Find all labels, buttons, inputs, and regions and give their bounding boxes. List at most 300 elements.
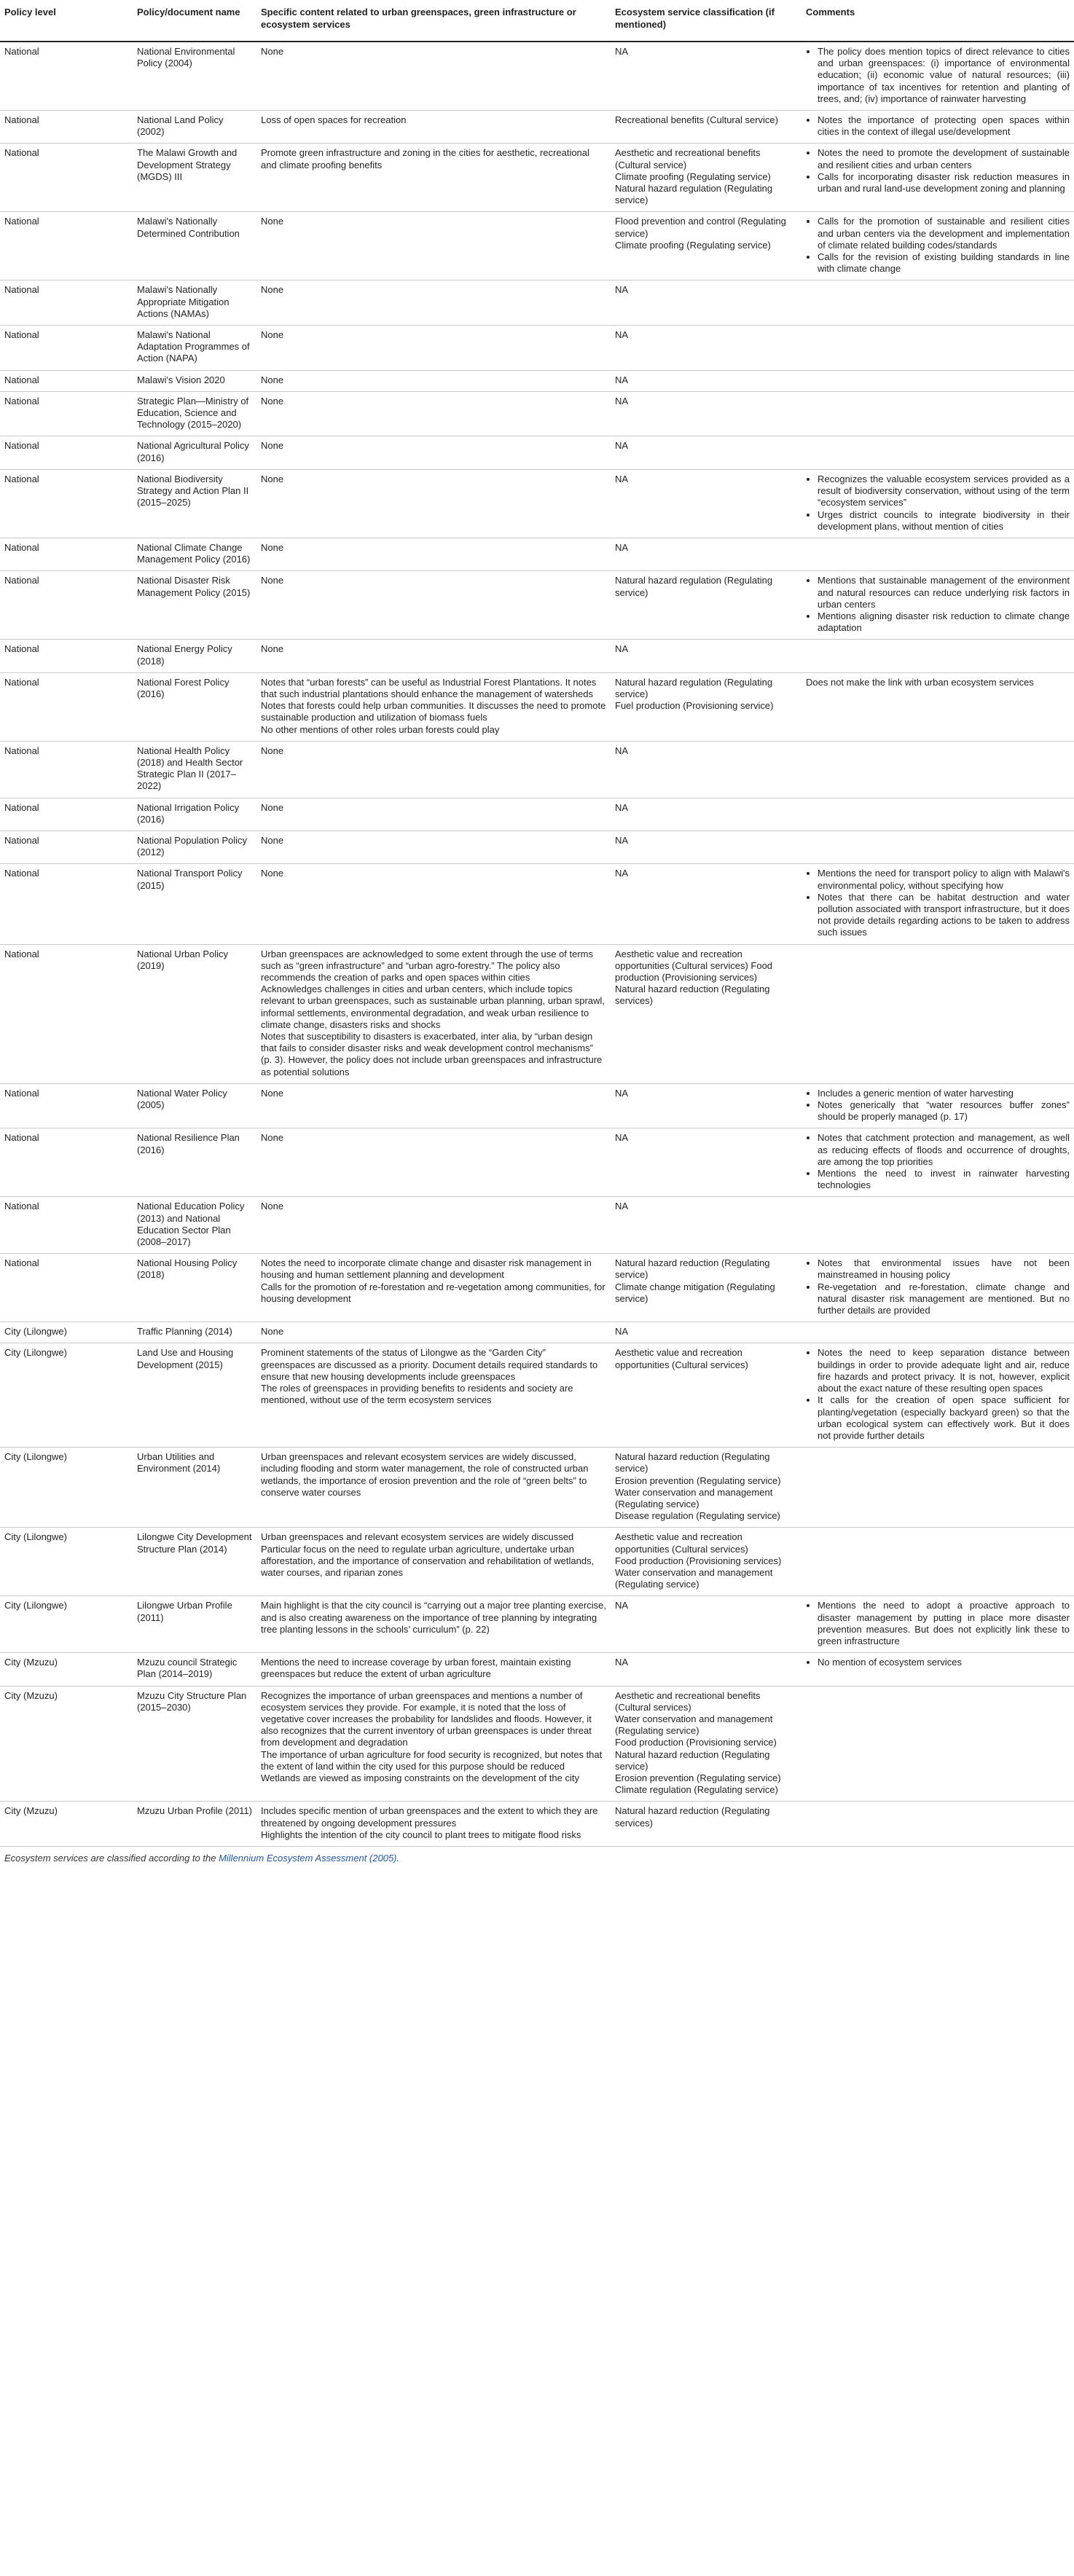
cell-specific-content	[256, 212, 611, 280]
classification-line: NA	[615, 1326, 629, 1338]
classification-line: NA	[615, 46, 629, 57]
policy-name-text: Land Use and Housing Development (2015)	[137, 1347, 234, 1370]
policy-level-text: National	[4, 868, 39, 879]
policy-name-text: National Transport Policy (2015)	[137, 868, 243, 891]
classification-line: NA	[615, 284, 629, 296]
classification-line: Water conservation and management (Regulating service)	[615, 1713, 773, 1737]
policy-level-text: National	[4, 1087, 39, 1099]
cell-policy-name	[133, 798, 256, 830]
cell-specific-content	[256, 1083, 611, 1128]
cell-comments	[801, 1653, 1074, 1686]
cell-ecosystem-classification	[611, 864, 801, 944]
comment-bullet: • No mention of ecosystem services	[818, 1657, 1070, 1668]
table-row	[0, 144, 1074, 212]
policy-level-text: City (Lilongwe)	[4, 1600, 67, 1611]
policy-level-text: City (Mzuzu)	[4, 1689, 58, 1701]
cell-comments	[801, 1528, 1074, 1596]
content-line: None	[261, 643, 284, 655]
classification-line: NA	[615, 868, 629, 879]
comment-bullet: • Calls for the revision of existing building standards in line with climate change	[818, 251, 1070, 275]
cell-policy-name	[133, 1686, 256, 1802]
comment-bullet: • It calls for the creation of open space sufficient for planting/vegetation (especially backyard green) so that the urban ecological system can effectively work. But it does not provide further details	[818, 1394, 1070, 1442]
cell-ecosystem-classification	[611, 1197, 801, 1254]
cell-policy-level	[0, 212, 133, 280]
cell-policy-level	[0, 370, 133, 391]
content-line: Prominent statements of the status of Lilongwe as the “Garden City”	[261, 1347, 546, 1359]
comments-list	[806, 1257, 1070, 1316]
cell-policy-level	[0, 1596, 133, 1653]
comment-bullet: • Mentions aligning disaster risk reduction to climate change adaptation	[818, 610, 1070, 634]
comments-list	[806, 868, 1070, 938]
cell-comments	[801, 1083, 1074, 1128]
table-row	[0, 944, 1074, 1083]
policy-level-text: National	[4, 147, 39, 159]
policy-level-text: National	[4, 473, 39, 484]
cell-ecosystem-classification	[611, 370, 801, 391]
content-line: Highlights the intention of the city council to plant trees to mitigate flood risks	[261, 1829, 581, 1840]
cell-policy-name	[133, 326, 256, 371]
cell-ecosystem-classification	[611, 1322, 801, 1343]
cell-comments	[801, 864, 1074, 944]
comments-list	[806, 1132, 1070, 1191]
policy-level-text: National	[4, 575, 39, 586]
comment-bullet: • Calls for incorporating disaster risk reduction measures in urban and rural land-use development zoning and planning	[818, 171, 1070, 195]
comment-bullet: • The policy does mention topics of direct relevance to cities and urban greenspaces: (i) importance of environmental education; (ii) economic value of natural resources; (iii) importance of tax incentives for retention and planting of trees, and; (iv) importance of rainwater harvesting	[818, 46, 1070, 105]
classification-line: NA	[615, 1201, 629, 1212]
cell-comments	[801, 944, 1074, 1083]
content-line: Calls for the promotion of re-forestation and re-vegetation among communities, for housing development	[261, 1281, 605, 1304]
comments-list	[806, 114, 1070, 138]
comments-list	[806, 216, 1070, 275]
content-line: Urban greenspaces and relevant ecosystem services are widely discussed	[261, 1531, 574, 1543]
policy-name-text: National Water Policy (2005)	[137, 1087, 227, 1111]
cell-policy-level	[0, 571, 133, 640]
table-row	[0, 212, 1074, 280]
classification-line: Climate proofing (Regulating service)	[615, 170, 771, 182]
classification-line: Flood prevention and control (Regulating service)	[615, 216, 786, 239]
content-line: Notes that forests could help urban communities. It discusses the need to promote sustainable production and utilization of biomass fuels	[261, 700, 606, 723]
classification-line: NA	[615, 1600, 629, 1611]
content-line: None	[261, 473, 284, 484]
cell-specific-content	[256, 1596, 611, 1653]
content-line: None	[261, 46, 284, 57]
cell-policy-name	[133, 280, 256, 326]
classification-line: Natural hazard reduction (Regulating services)	[615, 983, 770, 1007]
content-line: None	[261, 1201, 284, 1212]
policy-name-text: Strategic Plan—Ministry of Education, Science and Technology (2015–2020)	[137, 395, 249, 431]
policy-name-text: National Disaster Risk Management Policy (2015)	[137, 575, 251, 598]
comment-bullet: • Mentions the need for transport policy to align with Malawi's environmental policy, without specifying how	[818, 868, 1070, 891]
cell-specific-content	[256, 111, 611, 144]
policy-name-text: Malawi's Vision 2020	[137, 374, 225, 385]
cell-policy-level	[0, 469, 133, 538]
table-row	[0, 1083, 1074, 1128]
policy-level-text: National	[4, 374, 39, 385]
cell-policy-level	[0, 798, 133, 830]
policy-name-text: National Housing Policy (2018)	[137, 1257, 238, 1281]
policy-name-text: National Education Policy (2013) and National Education Sector Plan (2008–2017)	[137, 1201, 245, 1248]
table-row	[0, 864, 1074, 944]
cell-ecosystem-classification	[611, 391, 801, 436]
policy-level-text: National	[4, 801, 39, 813]
content-line: Particular focus on the need to regulate urban agriculture, undertake urban afforestation, and the importance of conservation and rehabilitation of wetlands, water courses, and riparian zones	[261, 1543, 595, 1578]
policy-name-text: National Population Policy (2012)	[137, 834, 248, 858]
table-row	[0, 391, 1074, 436]
cell-policy-name	[133, 212, 256, 280]
table-row	[0, 640, 1074, 672]
policy-name-text: National Environmental Policy (2004)	[137, 46, 235, 69]
cell-policy-name	[133, 672, 256, 741]
classification-line: Natural hazard reduction (Regulating services)	[615, 1805, 770, 1829]
cell-ecosystem-classification	[611, 1596, 801, 1653]
cell-policy-level	[0, 1254, 133, 1322]
content-line: None	[261, 395, 284, 407]
content-line: Includes specific mention of urban greenspaces and the extent to which they are threatened by ongoing development pressures	[261, 1805, 598, 1829]
cell-policy-name	[133, 1653, 256, 1686]
table-row	[0, 469, 1074, 538]
policy-name-text: The Malawi Growth and Development Strategy (MGDS) III	[137, 147, 238, 182]
content-line: None	[261, 1132, 284, 1144]
table-row	[0, 1448, 1074, 1528]
table-row	[0, 1254, 1074, 1322]
cell-comments	[801, 42, 1074, 111]
classification-line: NA	[615, 801, 629, 813]
classification-line: NA	[615, 1087, 629, 1099]
header-specific-content: Specific content related to urban greenspaces, green infrastructure or ecosystem services	[256, 0, 611, 42]
policy-level-text: National	[4, 440, 39, 452]
policy-name-text: Traffic Planning (2014)	[137, 1326, 232, 1338]
classification-line: NA	[615, 473, 629, 484]
policy-name-text: Urban Utilities and Environment (2014)	[137, 1451, 221, 1474]
cell-comments	[801, 1343, 1074, 1448]
comment-bullet: • Mentions the need to invest in rainwater harvesting technologies	[818, 1168, 1070, 1191]
classification-line: Natural hazard reduction (Regulating service)	[615, 1257, 770, 1281]
cell-policy-level	[0, 1686, 133, 1802]
content-line: None	[261, 216, 284, 227]
content-line: None	[261, 284, 284, 296]
cell-policy-level	[0, 111, 133, 144]
table-row	[0, 830, 1074, 863]
cell-specific-content	[256, 830, 611, 863]
policy-level-text: National	[4, 1201, 39, 1212]
comments-list	[806, 575, 1070, 634]
cell-policy-level	[0, 741, 133, 798]
cell-policy-level	[0, 1653, 133, 1686]
table-header	[0, 0, 1074, 42]
content-line: No other mentions of other roles urban forests could play	[261, 723, 500, 735]
policy-name-text: National Forest Policy (2016)	[137, 676, 230, 699]
cell-specific-content	[256, 1686, 611, 1802]
cell-specific-content	[256, 144, 611, 212]
policy-name-text: National Climate Change Management Policy (2016)	[137, 541, 251, 565]
comment-bullet: • Mentions that sustainable management of the environment and natural resources can reduce underlying risk factors in urban centers	[818, 575, 1070, 610]
cell-policy-level	[0, 864, 133, 944]
table-row	[0, 1596, 1074, 1653]
footnote-prefix: Ecosystem services are classified according to the	[4, 1853, 219, 1864]
classification-line: NA	[615, 541, 629, 553]
table-row	[0, 1128, 1074, 1197]
comments-list	[806, 1088, 1070, 1123]
policy-level-text: City (Lilongwe)	[4, 1531, 67, 1543]
cell-ecosystem-classification	[611, 798, 801, 830]
policy-level-text: National	[4, 46, 39, 57]
cell-policy-name	[133, 830, 256, 863]
policy-level-text: National	[4, 395, 39, 407]
policy-name-text: Malawi's Nationally Appropriate Mitigation Actions (NAMAs)	[137, 284, 230, 319]
policy-level-text: National	[4, 329, 39, 341]
cell-policy-name	[133, 1802, 256, 1847]
classification-line: Natural hazard reduction (Regulating service)	[615, 1451, 770, 1474]
table-row	[0, 1686, 1074, 1802]
cell-specific-content	[256, 1343, 611, 1448]
cell-policy-name	[133, 944, 256, 1083]
cell-ecosystem-classification	[611, 741, 801, 798]
content-line: Notes that “urban forests” can be useful as Industrial Forest Plantations. It notes that such industrial plantations should enhance the management of watersheds	[261, 676, 597, 699]
cell-policy-name	[133, 1448, 256, 1528]
comment-bullet: • Notes generically that “water resources buffer zones” should be properly managed (p. 17)	[818, 1099, 1070, 1123]
content-line: None	[261, 1087, 284, 1099]
cell-specific-content	[256, 798, 611, 830]
cell-comments	[801, 1802, 1074, 1847]
header-comments: Comments	[801, 0, 1074, 42]
comment-bullet: • Recognizes the valuable ecosystem services provided as a result of biodiversity conservation, without using of the term “ecosystem services”	[818, 474, 1070, 509]
cell-ecosystem-classification	[611, 640, 801, 672]
cell-specific-content	[256, 1448, 611, 1528]
cell-comments	[801, 538, 1074, 570]
table-row	[0, 1322, 1074, 1343]
cell-policy-name	[133, 370, 256, 391]
cell-policy-name	[133, 1322, 256, 1343]
table-row	[0, 42, 1074, 111]
cell-specific-content	[256, 391, 611, 436]
content-line: None	[261, 329, 284, 341]
cell-ecosystem-classification	[611, 436, 801, 469]
comment-bullet: • Notes that catchment protection and management, as well as reducing effects of floods and occurrence of droughts, are among the top priorities	[818, 1132, 1070, 1168]
cell-ecosystem-classification	[611, 280, 801, 326]
cell-specific-content	[256, 370, 611, 391]
policy-level-text: National	[4, 1257, 39, 1269]
content-line: Acknowledges challenges in cities and urban centers, which include topics relevant to urban greenspaces, such as sustainable urban planning, urban sprawl, informal settlements, environmental degradation, and weak urban resilience to climate change, disasters risks and shocks	[261, 983, 605, 1030]
header-policy-level: Policy level	[0, 0, 133, 42]
comment-bullet: • Re-vegetation and re-forestation, climate change and natural disaster risk management are mentioned. But no further details are provided	[818, 1281, 1070, 1317]
policy-level-text: National	[4, 643, 39, 655]
content-line: Mentions the need to increase coverage by urban forest, maintain existing greenspaces but reduce the extent of urban agriculture	[261, 1657, 571, 1680]
comment-bullet: • Urges district councils to integrate biodiversity in their development plans, without mention of cities	[818, 509, 1070, 533]
content-line: None	[261, 868, 284, 879]
cell-policy-level	[0, 1128, 133, 1197]
comments-list	[806, 1657, 1070, 1668]
policy-name-text: Lilongwe City Development Structure Plan (2014)	[137, 1531, 252, 1555]
comments-list	[806, 474, 1070, 533]
comments-list	[806, 147, 1070, 195]
classification-line: NA	[615, 440, 629, 452]
cell-comments	[801, 436, 1074, 469]
policy-level-text: City (Lilongwe)	[4, 1451, 67, 1463]
cell-policy-name	[133, 1083, 256, 1128]
classification-line: Erosion prevention (Regulating service)	[615, 1474, 781, 1486]
table-row	[0, 538, 1074, 570]
classification-line: Natural hazard regulation (Regulating service)	[615, 183, 773, 206]
table-row	[0, 1653, 1074, 1686]
cell-policy-level	[0, 1528, 133, 1596]
policy-level-text: National	[4, 745, 39, 756]
cell-policy-name	[133, 1596, 256, 1653]
content-line: None	[261, 575, 284, 586]
policy-level-text: National	[4, 284, 39, 296]
comment-bullet: • Notes the need to promote the development of sustainable and resilient cities and urban centers	[818, 147, 1070, 170]
cell-comments	[801, 1596, 1074, 1653]
cell-ecosystem-classification	[611, 1343, 801, 1448]
footnote-reference-link[interactable]: Millennium Ecosystem Assessment (2005)	[219, 1853, 397, 1864]
policy-name-text: Mzuzu Urban Profile (2011)	[137, 1805, 252, 1817]
classification-line: Erosion prevention (Regulating service)	[615, 1772, 781, 1783]
content-line: None	[261, 801, 284, 813]
cell-policy-name	[133, 144, 256, 212]
footnote-suffix: .	[396, 1853, 400, 1864]
content-line: greenspaces are discussed as a priority. Document details required standards to ensure that new housing developments include greenspaces	[261, 1359, 598, 1382]
cell-specific-content	[256, 469, 611, 538]
cell-policy-name	[133, 1197, 256, 1254]
classification-line: Aesthetic and recreational benefits (Cultural services)	[615, 1689, 761, 1713]
table-row	[0, 1343, 1074, 1448]
classification-line: Aesthetic value and recreation opportunities (Cultural services)	[615, 1531, 748, 1555]
cell-comments	[801, 1254, 1074, 1322]
cell-policy-level	[0, 1322, 133, 1343]
policy-name-text: Mzuzu council Strategic Plan (2014–2019)	[137, 1657, 238, 1680]
cell-policy-name	[133, 571, 256, 640]
policy-name-text: National Land Policy (2002)	[137, 114, 224, 138]
cell-policy-name	[133, 469, 256, 538]
cell-specific-content	[256, 280, 611, 326]
table-row	[0, 436, 1074, 469]
cell-specific-content	[256, 1653, 611, 1686]
cell-comments	[801, 798, 1074, 830]
content-line: The importance of urban agriculture for food security is recognized, but notes that the extent of land within the city used for this purpose should be reduced	[261, 1748, 603, 1772]
cell-specific-content	[256, 538, 611, 570]
comments-list	[806, 1600, 1070, 1647]
classification-line: Climate proofing (Regulating service)	[615, 239, 771, 251]
cell-comments	[801, 672, 1074, 741]
comment-bullet: • Calls for the promotion of sustainable and resilient cities and urban centers via the development and implementation of climate related building codes/standards	[818, 216, 1070, 251]
cell-comments	[801, 741, 1074, 798]
cell-specific-content	[256, 864, 611, 944]
comments-list	[806, 1347, 1070, 1442]
comment-bullet: • Notes the need to keep separation distance between buildings in order to provide adequate light and air, reduce fire hazards and protect privacy. It is not, however, explicit about the exact nature of these resulting open spaces	[818, 1347, 1070, 1394]
cell-policy-level	[0, 436, 133, 469]
content-line: Main highlight is that the city council is “carrying out a major tree planting exercise, and is also creating awareness on the importance of tree planning by integrating tree planting lessons in the schools’ curriculum” (p. 22)	[261, 1600, 606, 1635]
cell-policy-level	[0, 1343, 133, 1448]
policy-level-text: National	[4, 676, 39, 688]
cell-specific-content	[256, 1528, 611, 1596]
policy-name-text: National Urban Policy (2019)	[137, 948, 229, 971]
cell-policy-level	[0, 640, 133, 672]
cell-policy-level	[0, 42, 133, 111]
classification-line: NA	[615, 374, 629, 385]
header-policy-name: Policy/document name	[133, 0, 256, 42]
policy-name-text: National Health Policy (2018) and Health Sector Strategic Plan II (2017–2022)	[137, 745, 243, 792]
policy-name-text: National Agricultural Policy (2016)	[137, 440, 249, 463]
cell-comments	[801, 280, 1074, 326]
cell-specific-content	[256, 672, 611, 741]
table-row	[0, 672, 1074, 741]
classification-line: NA	[615, 643, 629, 655]
policy-name-text: Mzuzu City Structure Plan (2015–2030)	[137, 1689, 247, 1713]
policy-level-text: National	[4, 541, 39, 553]
cell-policy-level	[0, 280, 133, 326]
policy-level-text: National	[4, 834, 39, 846]
cell-ecosystem-classification	[611, 469, 801, 538]
cell-specific-content	[256, 944, 611, 1083]
policy-name-text: National Biodiversity Strategy and Action Plan II (2015–2025)	[137, 473, 249, 508]
cell-policy-name	[133, 436, 256, 469]
content-line: Recognizes the importance of urban greenspaces and mentions a number of ecosystem services they provide. For example, it is noted that the loss of vegetative cover increases the probability for landslides and floods. However, it also recognizes that the current inventory of urban greenspaces is under threat from development and degradation	[261, 1689, 592, 1748]
table-row	[0, 326, 1074, 371]
classification-line: Disease regulation (Regulating service)	[615, 1510, 780, 1522]
content-line: None	[261, 1326, 284, 1338]
cell-ecosystem-classification	[611, 1448, 801, 1528]
cell-policy-level	[0, 830, 133, 863]
comment-bullet: • Includes a generic mention of water harvesting	[818, 1088, 1070, 1099]
classification-line: NA	[615, 395, 629, 407]
table-row	[0, 1528, 1074, 1596]
header-ecosystem-classification: Ecosystem service classification (if mentioned)	[611, 0, 801, 42]
cell-specific-content	[256, 741, 611, 798]
cell-policy-name	[133, 111, 256, 144]
classification-line: Food production (Provisioning service)	[615, 1737, 777, 1748]
comment-bullet: • Mentions the need to adopt a proactive approach to disaster management by putting in place more disaster prevention measures. But does not explicitly link these to green infrastructure	[818, 1600, 1070, 1647]
classification-line: Climate change mitigation (Regulating service)	[615, 1281, 775, 1304]
classification-line: Climate regulation (Regulating service)	[615, 1784, 778, 1796]
policy-level-text: City (Lilongwe)	[4, 1347, 67, 1359]
cell-ecosystem-classification	[611, 672, 801, 741]
classification-line: Recreational benefits (Cultural service)	[615, 114, 778, 126]
cell-ecosystem-classification	[611, 326, 801, 371]
classification-line: Aesthetic and recreational benefits (Cultural service)	[615, 147, 761, 170]
cell-policy-level	[0, 538, 133, 570]
cell-policy-name	[133, 1254, 256, 1322]
cell-specific-content	[256, 1254, 611, 1322]
cell-specific-content	[256, 326, 611, 371]
cell-ecosystem-classification	[611, 571, 801, 640]
cell-comments	[801, 469, 1074, 538]
classification-line: Aesthetic value and recreation opportunities (Cultural services)	[615, 1347, 748, 1370]
cell-specific-content	[256, 640, 611, 672]
classification-line: NA	[615, 1657, 629, 1668]
cell-comments	[801, 212, 1074, 280]
cell-policy-name	[133, 42, 256, 111]
cell-policy-level	[0, 1197, 133, 1254]
cell-ecosystem-classification	[611, 944, 801, 1083]
table-row	[0, 370, 1074, 391]
table-row	[0, 571, 1074, 640]
table-row	[0, 1802, 1074, 1847]
comments-list	[806, 46, 1070, 105]
policy-level-text: City (Mzuzu)	[4, 1805, 58, 1817]
cell-policy-level	[0, 1802, 133, 1847]
cell-ecosystem-classification	[611, 144, 801, 212]
cell-specific-content	[256, 42, 611, 111]
comment-line: Does not make the link with urban ecosystem services	[806, 676, 1034, 688]
content-line: None	[261, 834, 284, 846]
classification-line: Natural hazard regulation (Regulating service)	[615, 676, 773, 699]
cell-comments	[801, 571, 1074, 640]
cell-ecosystem-classification	[611, 1083, 801, 1128]
cell-policy-name	[133, 741, 256, 798]
comment-bullet: • Notes that environmental issues have not been mainstreamed in housing policy	[818, 1257, 1070, 1281]
policy-name-text: National Resilience Plan (2016)	[137, 1132, 240, 1155]
content-line: Notes the need to incorporate climate change and disaster risk management in housing and human settlement planning and development	[261, 1257, 592, 1281]
cell-ecosystem-classification	[611, 1653, 801, 1686]
